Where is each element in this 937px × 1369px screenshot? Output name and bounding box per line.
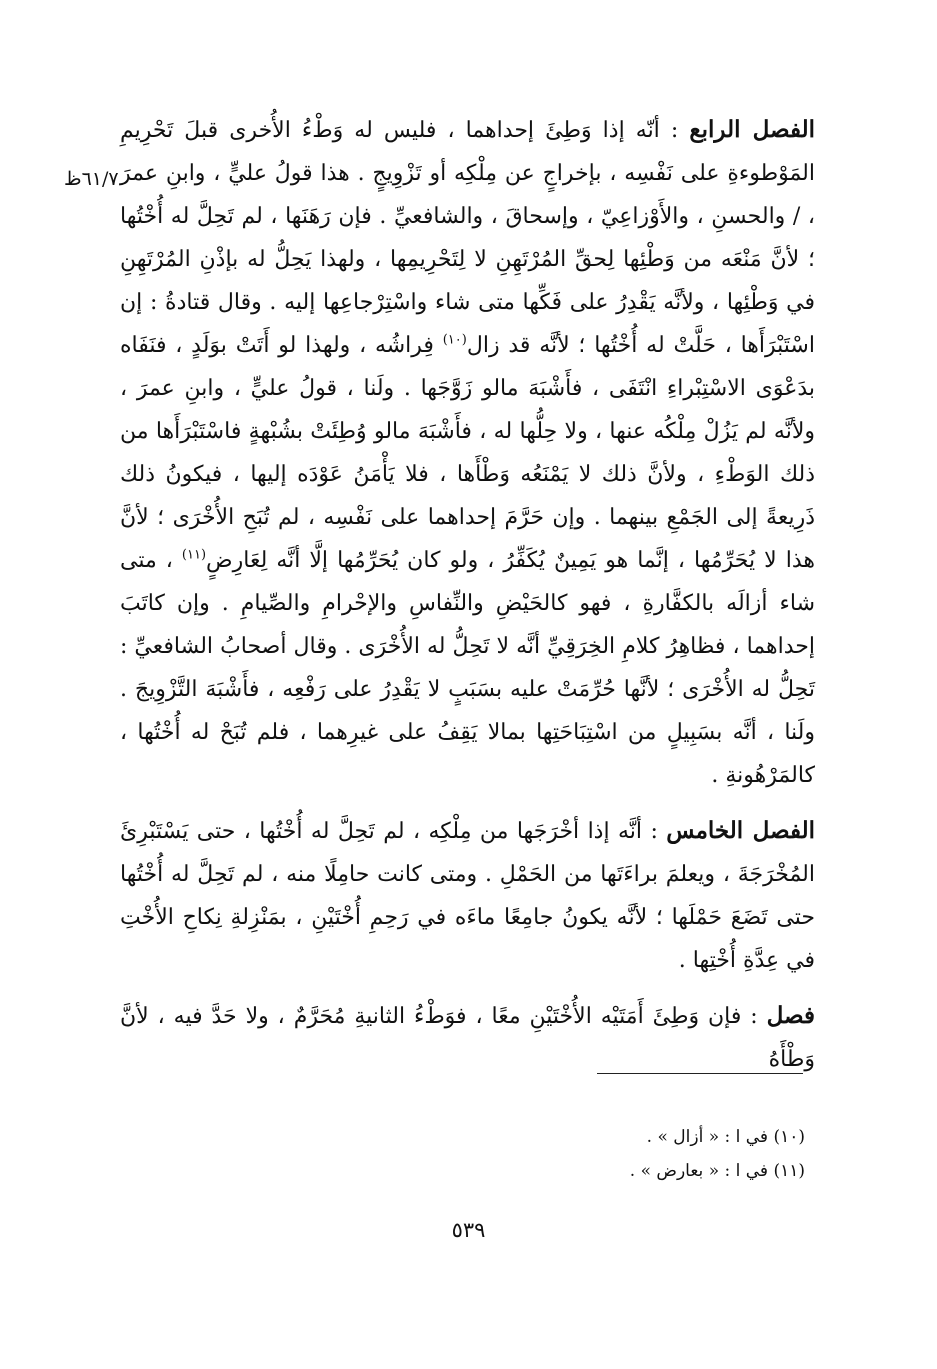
paragraph-text: ، متى شاء أزالَه بالكفَّارةِ ، فهو كالحَيْضِ والنِّفاسِ والإحْرامِ والصِّيامِ . وإن كاتَبَ إحداهما ، فظاهِرُ كلامِ الخِرَقِيِّ أنَّه لا تَحِلُّ له الأُخْرَى . وقال أصحابُ الشافعيِّ : تَحِلُّ له الأُخْرَى ؛ لأنَّها حُرِّمَتْ عليه بسَبَبٍ لا يَقْدِرُ على رَفْعِه ، فأَشْبَهَ التَّزْوِيجَ . ولَنا ، أنَّه بسَبِيلٍ من اسْتِبَاحَتِها بمالا يَقِفُ على غيرِهما ، فلم تُبَحْ له أُخْتُها ، كالمَرْهُونةِ . (120, 548, 815, 788)
paragraph-text: : فإن وَطِئَ أَمَتَيْه الأُخْتَيْنِ معًا ، فوَطْءُ الثانيةِ مُحَرَّمٌ ، ولا حَدَّ فيه ، لأنَّ وَطْأَهُ (120, 1004, 815, 1072)
section-heading: الفصل الرابع (689, 116, 816, 143)
footnotes (440, 1120, 805, 1188)
paragraph-fifth-section (120, 809, 815, 982)
section-heading: فصل (766, 1002, 815, 1029)
paragraph-text: : أنّه إذا وَطِئَ إحداهما ، فليس له وَطْءُ الأُخرى قبلَ تَحْرِيمِ المَوْطوءةِ على نَفْسِه ، بإخراجٍ عن مِلْكِه أو تَزْوِيجٍ . هذا قولُ عليٍّ ، وابنِ عمرَ ، / والحسنِ ، والأَوْزاعِيّ ، وإسحاقَ ، والشافعيِّ . فإن رَهَنَها ، لم تَحِلَّ له أُخْتُها ؛ لأنَّ مَنْعَه من وَطْئِها لِحقِّ المُرْتَهِنِ لا لِتَحْرِيمِها ، ولهذا يَحِلُّ له بإذْنِ المُرْتَهِنِ في وَطْئِها ، ولأنَّه يَقْدِرُ على فَكِّها متى شاء واسْتِرْجاعِها إليه . وقال قتادةُ : إن اسْتَبْرَأَها ، حَلَّتْ له أُخْتُها ؛ لأنَّه قد زال (120, 118, 815, 358)
footnote-reference[interactable]: (١١) (181, 547, 207, 563)
footnote: (١١) في ا : « بعارض » . (629, 1161, 805, 1181)
footnote-separator (597, 1073, 803, 1074)
manuscript-folio-note: ٦١/٧ظ (64, 168, 119, 190)
paragraph-text: : أنَّه إذا أخْرَجَها من مِلْكِه ، لم تَحِلَّ له أُخْتُها ، حتى يَسْتَبْرِئَ المُخْرَجَةَ ، ويعلمَ براءَتَها من الحَمْلِ . ومتى كانت حامِلًا منه ، لم تَحِلَّ له أُخْتُها حتى تَضَعَ حَمْلَها ؛ لأنَّه يكونُ جامِعًا ماءَه في رَحِمِ أُخْتَيْنِ ، بمَنْزِلةِ نِكاحِ الأُخْتِ في عِدَّةِ أُخْتِها . (120, 819, 815, 973)
paragraph-fourth-section (120, 108, 815, 797)
section-heading: الفصل الخامس (666, 817, 815, 844)
footnote-reference[interactable]: (١٠) (442, 332, 467, 348)
main-text (120, 108, 815, 1081)
paragraph-section (120, 994, 815, 1081)
paragraph-text: فِراشُه ، ولهذا لو أَتَتْ بوَلَدٍ ، فنَفَاه بدَعْوَى الاسْتِبْراءِ انْتَفَى ، فأَشْبَهَ مالو زَوَّجَها . ولَنا ، قولُ عليٍّ ، وابنِ عمرَ ، ولأنَّه لم يَزُلْ مِلْكُه عنها ، ولا حِلُّها له ، فأَشْبَهَ مالو وُطِئَتْ بشُبْهةٍ فاسْتَبْرَأَها من ذلك الوَطْءِ ، ولأنَّ ذلك لا يَمْنَعُه وَطْأَها ، فلا يَأْمَنُ عَوْدَه إليها ، فيكونُ ذلك ذَرِيعةً إلى الجَمْعِ بينهما . وإن حَرَّمَ إحداهما على نَفْسِه ، لم تُبَحِ الأُخْرَى ؛ لأنَّ هذا لا يُحَرِّمُها ، إنَّما هو يَمِينٌ يُكَفِّرُ ، ولو كان يُحَرِّمُها إلَّا أنَّه لِعَارِضٍ (120, 333, 815, 573)
footnote: (١٠) في ا : « أزال » . (646, 1127, 805, 1147)
page-number: ٥٣٩ (451, 1218, 486, 1242)
